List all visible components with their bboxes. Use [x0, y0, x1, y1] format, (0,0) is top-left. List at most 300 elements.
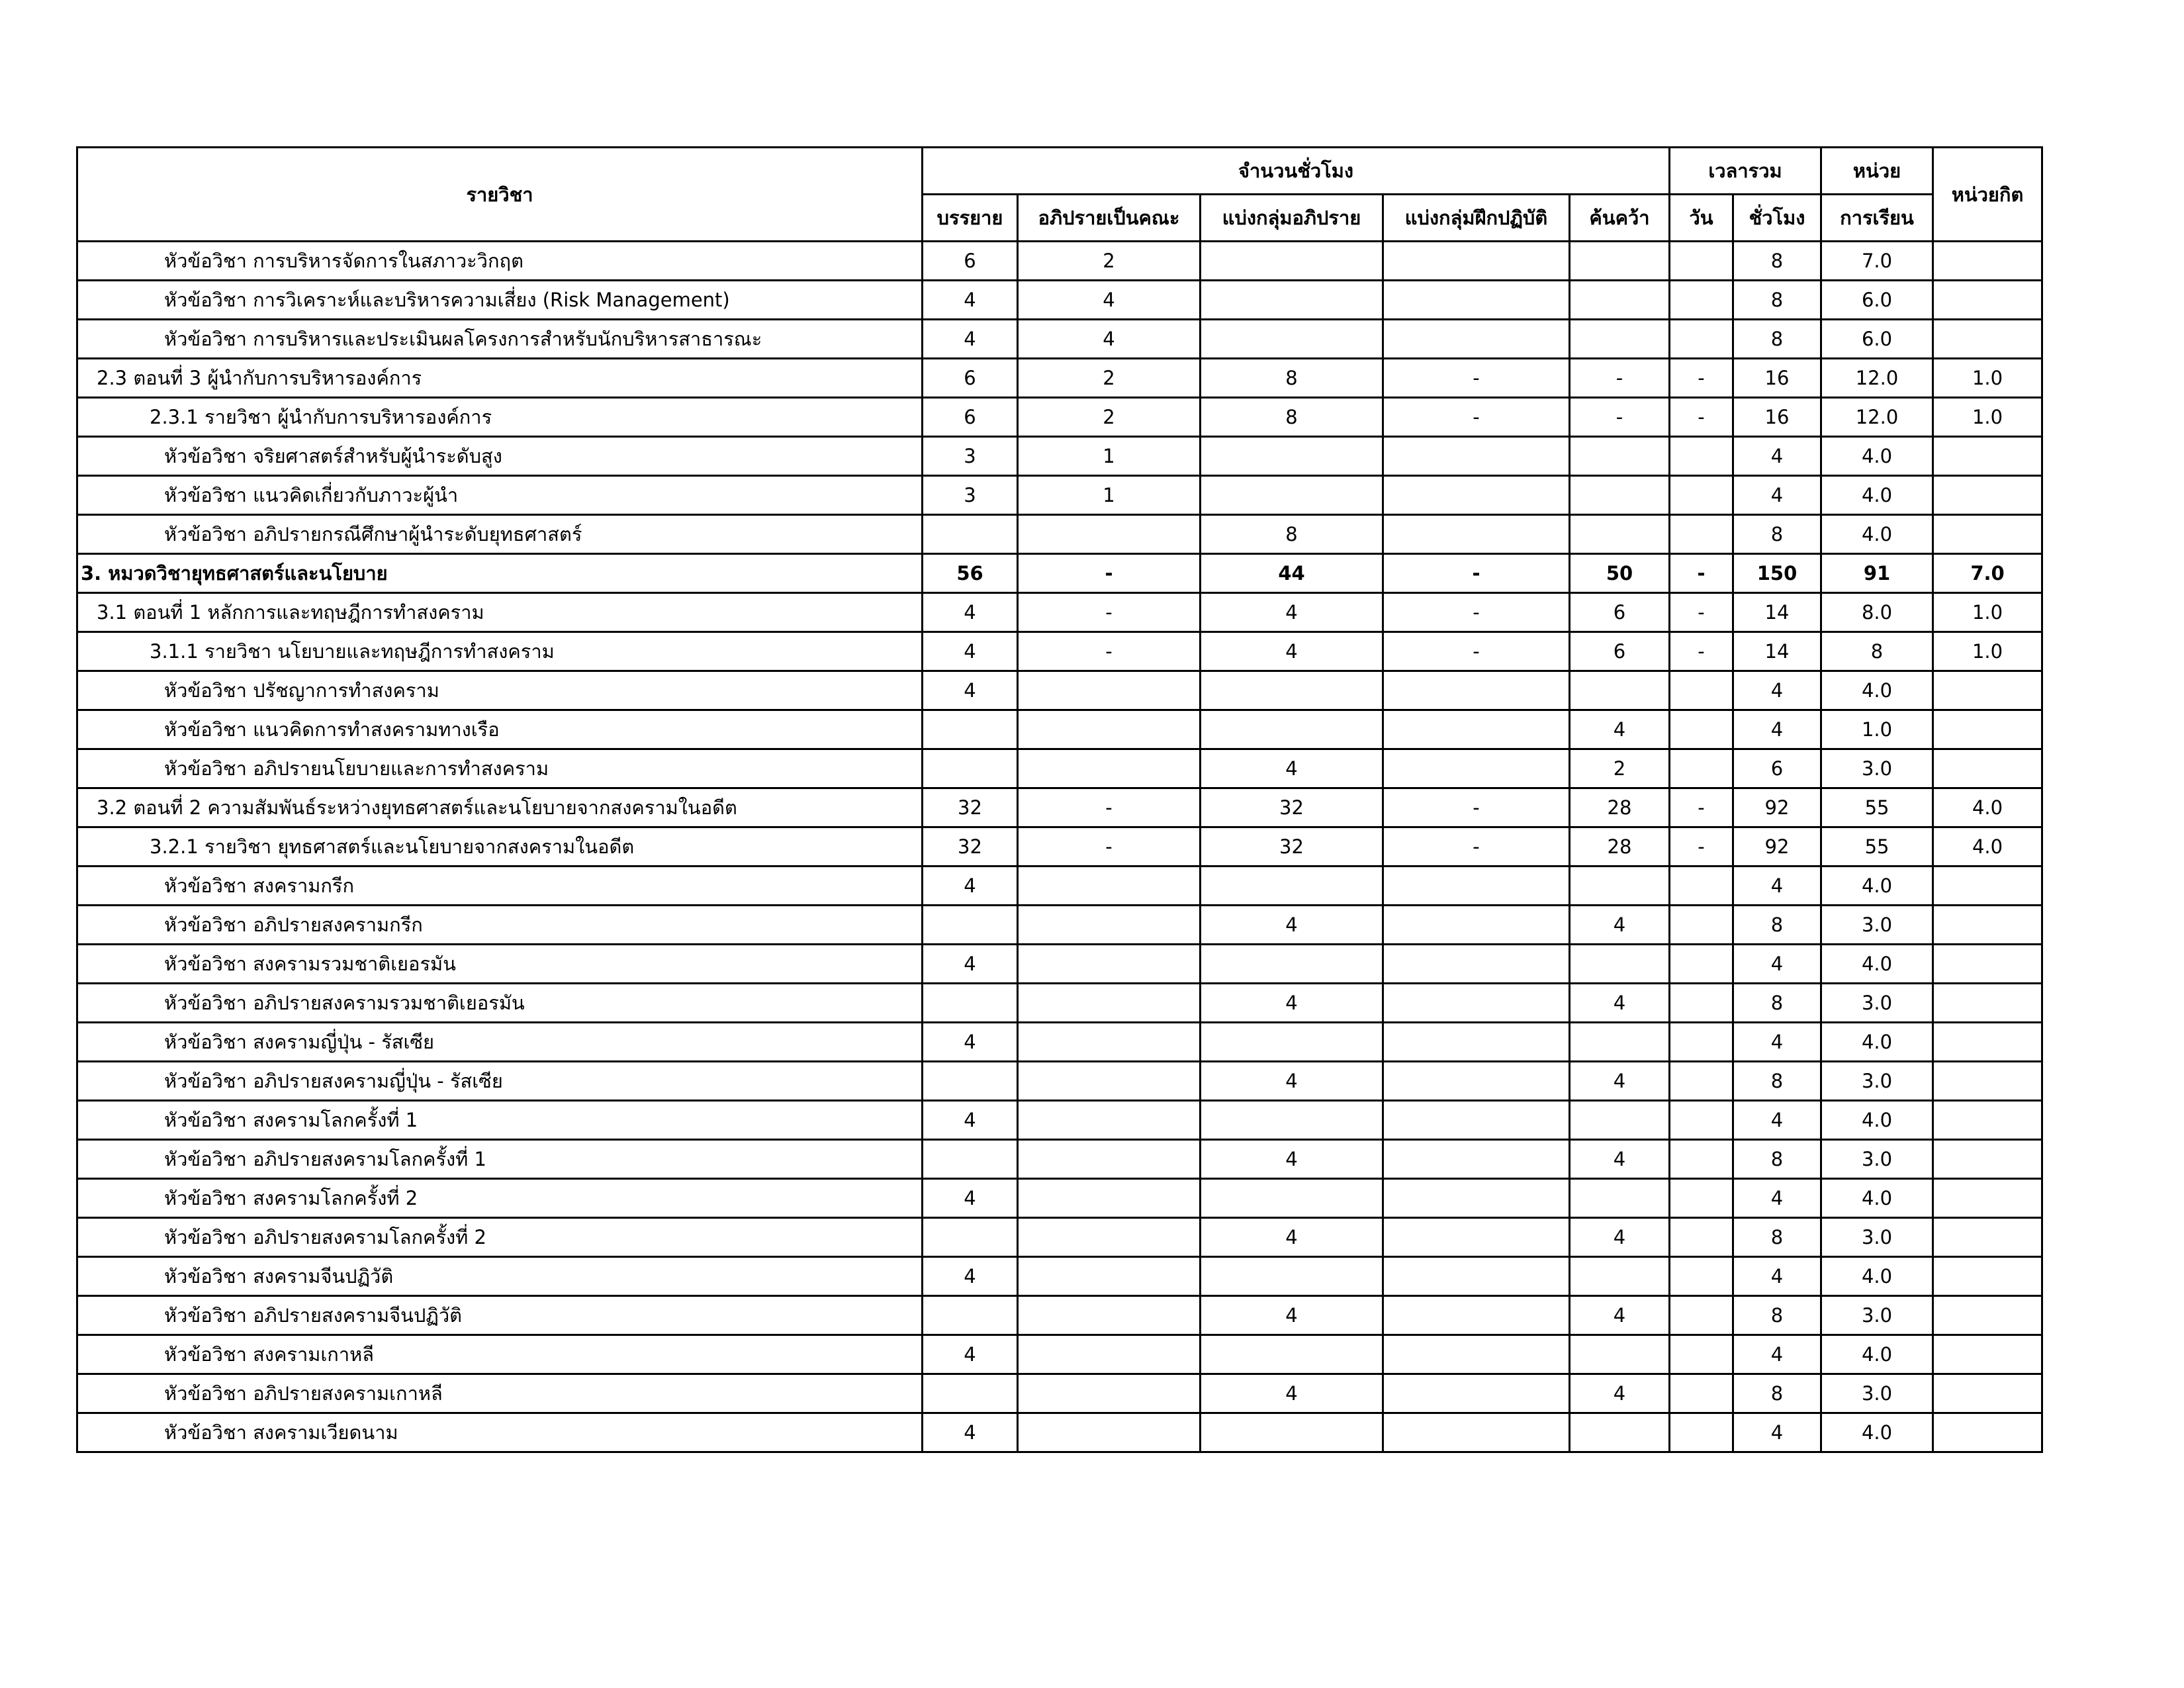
lecture-cell — [923, 1062, 1018, 1101]
research-cell — [1570, 242, 1670, 281]
header-hours-group: จำนวนชั่วโมง — [923, 148, 1670, 195]
group-discussion-cell: - — [1018, 554, 1201, 593]
lecture-cell: 4 — [923, 1101, 1018, 1140]
hours-cell: 16 — [1733, 398, 1821, 437]
research-cell: 4 — [1570, 1218, 1670, 1257]
subject-cell: 3.1 ตอนที่ 1 หลักการและทฤษฎีการทำสงคราม — [77, 593, 923, 632]
table-row — [77, 945, 2042, 984]
subject-cell: 3.1.1 รายวิชา นโยบายและทฤษฎีการทำสงคราม — [77, 632, 923, 671]
lecture-cell: 4 — [923, 945, 1018, 984]
small-group-cell: 4 — [1201, 906, 1383, 945]
research-cell: 28 — [1570, 827, 1670, 867]
practice-cell: - — [1383, 554, 1570, 593]
small-group-cell — [1201, 1023, 1383, 1062]
practice-cell — [1383, 320, 1570, 359]
lecture-cell: 4 — [923, 1023, 1018, 1062]
small-group-cell: 32 — [1201, 788, 1383, 827]
hours-cell: 4 — [1733, 437, 1821, 476]
hours-cell: 8 — [1733, 1374, 1821, 1413]
lecture-cell — [923, 749, 1018, 788]
subject-cell: หัวข้อวิชา อภิปรายสงครามกรีก — [77, 906, 923, 945]
group-discussion-cell — [1018, 1413, 1201, 1452]
small-group-cell — [1201, 671, 1383, 710]
small-group-cell — [1201, 242, 1383, 281]
learning-units-cell: 4.0 — [1821, 945, 1933, 984]
credits-cell: 7.0 — [1933, 554, 2042, 593]
group-discussion-cell: - — [1018, 788, 1201, 827]
group-discussion-cell — [1018, 1023, 1201, 1062]
table-row — [77, 1023, 2042, 1062]
learning-units-cell: 3.0 — [1821, 906, 1933, 945]
group-discussion-cell — [1018, 1335, 1201, 1374]
research-cell — [1570, 1257, 1670, 1296]
credits-cell — [1933, 867, 2042, 906]
days-cell — [1670, 1062, 1733, 1101]
group-discussion-cell — [1018, 945, 1201, 984]
research-cell: 28 — [1570, 788, 1670, 827]
hours-cell: 8 — [1733, 320, 1821, 359]
table-row — [77, 632, 2042, 671]
group-discussion-cell — [1018, 749, 1201, 788]
group-discussion-cell — [1018, 1257, 1201, 1296]
table-row — [77, 710, 2042, 749]
small-group-cell — [1201, 281, 1383, 320]
practice-cell — [1383, 867, 1570, 906]
practice-cell — [1383, 1023, 1570, 1062]
learning-units-cell: 7.0 — [1821, 242, 1933, 281]
research-cell — [1570, 1413, 1670, 1452]
research-cell: 50 — [1570, 554, 1670, 593]
group-discussion-cell: - — [1018, 827, 1201, 867]
days-cell — [1670, 281, 1733, 320]
subject-cell: หัวข้อวิชา อภิปรายสงครามญี่ปุ่น - รัสเซีย — [77, 1062, 923, 1101]
group-discussion-cell — [1018, 1101, 1201, 1140]
table-row — [77, 749, 2042, 788]
learning-units-cell: 4.0 — [1821, 1335, 1933, 1374]
days-cell — [1670, 945, 1733, 984]
learning-units-cell: 4.0 — [1821, 1023, 1933, 1062]
small-group-cell: 8 — [1201, 359, 1383, 398]
learning-units-cell: 4.0 — [1821, 1413, 1933, 1452]
learning-units-cell: 3.0 — [1821, 1296, 1933, 1335]
lecture-cell: 6 — [923, 398, 1018, 437]
days-cell — [1670, 1335, 1733, 1374]
subject-cell: 3. หมวดวิชายุทธศาสตร์และนโยบาย — [77, 554, 923, 593]
lecture-cell: 32 — [923, 788, 1018, 827]
days-cell — [1670, 1413, 1733, 1452]
learning-units-cell: 4.0 — [1821, 1257, 1933, 1296]
group-discussion-cell — [1018, 1062, 1201, 1101]
days-cell — [1670, 1218, 1733, 1257]
learning-units-cell: 12.0 — [1821, 359, 1933, 398]
lecture-cell — [923, 906, 1018, 945]
days-cell — [1670, 1374, 1733, 1413]
subject-cell: หัวข้อวิชา อภิปรายสงครามโลกครั้งที่ 2 — [77, 1218, 923, 1257]
small-group-cell — [1201, 476, 1383, 515]
group-discussion-cell: - — [1018, 632, 1201, 671]
practice-cell — [1383, 671, 1570, 710]
hours-cell: 4 — [1733, 1257, 1821, 1296]
credits-cell — [1933, 1101, 2042, 1140]
subject-cell: หัวข้อวิชา ปรัชญาการทำสงคราม — [77, 671, 923, 710]
practice-cell: - — [1383, 398, 1570, 437]
lecture-cell: 4 — [923, 867, 1018, 906]
group-discussion-cell: 2 — [1018, 242, 1201, 281]
days-cell — [1670, 710, 1733, 749]
research-cell — [1570, 1335, 1670, 1374]
hours-cell: 8 — [1733, 281, 1821, 320]
subject-cell: หัวข้อวิชา การบริหารจัดการในสภาวะวิกฤต — [77, 242, 923, 281]
credits-cell — [1933, 1413, 2042, 1452]
small-group-cell — [1201, 945, 1383, 984]
practice-cell: - — [1383, 827, 1570, 867]
subject-cell: หัวข้อวิชา อภิปรายกรณีศึกษาผู้นำระดับยุทธศาสตร์ — [77, 515, 923, 554]
group-discussion-cell — [1018, 671, 1201, 710]
subject-cell: หัวข้อวิชา แนวคิดเกี่ยวกับภาวะผู้นำ — [77, 476, 923, 515]
table-row — [77, 671, 2042, 710]
learning-units-cell: 4.0 — [1821, 476, 1933, 515]
lecture-cell: 6 — [923, 242, 1018, 281]
practice-cell: - — [1383, 593, 1570, 632]
days-cell — [1670, 1101, 1733, 1140]
credits-cell: 4.0 — [1933, 788, 2042, 827]
research-cell — [1570, 1023, 1670, 1062]
research-cell: - — [1570, 359, 1670, 398]
lecture-cell — [923, 1374, 1018, 1413]
research-cell: 4 — [1570, 1140, 1670, 1179]
header-credits: หน่วยกิต — [1933, 148, 2042, 242]
lecture-cell: 3 — [923, 437, 1018, 476]
days-cell: - — [1670, 788, 1733, 827]
small-group-cell — [1201, 867, 1383, 906]
hours-cell: 8 — [1733, 1296, 1821, 1335]
practice-cell — [1383, 1335, 1570, 1374]
subject-cell: หัวข้อวิชา การบริหารและประเมินผลโครงการสำหรับนักบริหารสาธารณะ — [77, 320, 923, 359]
credits-cell — [1933, 1179, 2042, 1218]
table-body — [77, 242, 2042, 1452]
research-cell: 4 — [1570, 984, 1670, 1023]
table-row — [77, 476, 2042, 515]
practice-cell — [1383, 1374, 1570, 1413]
credits-cell: 1.0 — [1933, 359, 2042, 398]
table-row — [77, 242, 2042, 281]
header-unit-top: หน่วย — [1821, 148, 1933, 195]
lecture-cell — [923, 1140, 1018, 1179]
practice-cell — [1383, 515, 1570, 554]
hours-cell: 4 — [1733, 1179, 1821, 1218]
days-cell — [1670, 906, 1733, 945]
table-row — [77, 1413, 2042, 1452]
subject-cell: หัวข้อวิชา สงครามเกาหลี — [77, 1335, 923, 1374]
group-discussion-cell — [1018, 710, 1201, 749]
hours-cell: 8 — [1733, 984, 1821, 1023]
group-discussion-cell: 2 — [1018, 359, 1201, 398]
practice-cell — [1383, 437, 1570, 476]
practice-cell — [1383, 1218, 1570, 1257]
learning-units-cell: 6.0 — [1821, 320, 1933, 359]
group-discussion-cell: 4 — [1018, 281, 1201, 320]
hours-cell: 4 — [1733, 945, 1821, 984]
lecture-cell: 6 — [923, 359, 1018, 398]
lecture-cell: 32 — [923, 827, 1018, 867]
small-group-cell: 4 — [1201, 984, 1383, 1023]
days-cell — [1670, 1179, 1733, 1218]
credits-cell — [1933, 320, 2042, 359]
table-row — [77, 1335, 2042, 1374]
lecture-cell: 4 — [923, 1413, 1018, 1452]
hours-cell: 4 — [1733, 671, 1821, 710]
subject-cell: 2.3.1 รายวิชา ผู้นำกับการบริหารองค์การ — [77, 398, 923, 437]
credits-cell: 1.0 — [1933, 632, 2042, 671]
small-group-cell — [1201, 1101, 1383, 1140]
header-subject: รายวิชา — [77, 148, 923, 242]
table-row — [77, 788, 2042, 827]
subject-cell: 3.2 ตอนที่ 2 ความสัมพันธ์ระหว่างยุทธศาสตร์และนโยบายจากสงครามในอดีต — [77, 788, 923, 827]
credits-cell — [1933, 1140, 2042, 1179]
subject-cell: หัวข้อวิชา สงครามจีนปฏิวัติ — [77, 1257, 923, 1296]
table-row — [77, 1218, 2042, 1257]
hours-cell: 8 — [1733, 906, 1821, 945]
table-row — [77, 867, 2042, 906]
subject-cell: หัวข้อวิชา สงครามเวียดนาม — [77, 1413, 923, 1452]
practice-cell — [1383, 476, 1570, 515]
table-row — [77, 1296, 2042, 1335]
lecture-cell — [923, 984, 1018, 1023]
small-group-cell: 4 — [1201, 1140, 1383, 1179]
credits-cell — [1933, 1296, 2042, 1335]
credits-cell — [1933, 749, 2042, 788]
days-cell — [1670, 984, 1733, 1023]
days-cell — [1670, 515, 1733, 554]
subject-cell: 2.3 ตอนที่ 3 ผู้นำกับการบริหารองค์การ — [77, 359, 923, 398]
group-discussion-cell: - — [1018, 593, 1201, 632]
credits-cell — [1933, 1023, 2042, 1062]
small-group-cell: 32 — [1201, 827, 1383, 867]
credits-cell — [1933, 984, 2042, 1023]
lecture-cell — [923, 1218, 1018, 1257]
table-row — [77, 398, 2042, 437]
hours-cell: 4 — [1733, 1101, 1821, 1140]
table-row — [77, 281, 2042, 320]
credits-cell — [1933, 1218, 2042, 1257]
practice-cell — [1383, 1296, 1570, 1335]
research-cell — [1570, 515, 1670, 554]
practice-cell — [1383, 906, 1570, 945]
hours-cell: 8 — [1733, 1218, 1821, 1257]
research-cell — [1570, 1101, 1670, 1140]
learning-units-cell: 3.0 — [1821, 1062, 1933, 1101]
group-discussion-cell — [1018, 1179, 1201, 1218]
small-group-cell: 4 — [1201, 749, 1383, 788]
credits-cell: 1.0 — [1933, 593, 2042, 632]
practice-cell — [1383, 749, 1570, 788]
small-group-cell: 4 — [1201, 1062, 1383, 1101]
subject-cell: หัวข้อวิชา สงครามกรีก — [77, 867, 923, 906]
group-discussion-cell: 1 — [1018, 437, 1201, 476]
subject-cell: 3.2.1 รายวิชา ยุทธศาสตร์และนโยบายจากสงครามในอดีต — [77, 827, 923, 867]
learning-units-cell: 3.0 — [1821, 1374, 1933, 1413]
days-cell — [1670, 476, 1733, 515]
credits-cell — [1933, 710, 2042, 749]
table-row — [77, 1101, 2042, 1140]
subject-cell: หัวข้อวิชา สงครามรวมชาติเยอรมัน — [77, 945, 923, 984]
research-cell: 6 — [1570, 632, 1670, 671]
subject-cell: หัวข้อวิชา สงครามญี่ปุ่น - รัสเซีย — [77, 1023, 923, 1062]
subject-cell: หัวข้อวิชา อภิปรายสงครามเกาหลี — [77, 1374, 923, 1413]
research-cell — [1570, 867, 1670, 906]
subject-cell: หัวข้อวิชา สงครามโลกครั้งที่ 2 — [77, 1179, 923, 1218]
table-row — [77, 320, 2042, 359]
hours-cell: 8 — [1733, 515, 1821, 554]
lecture-cell: 4 — [923, 632, 1018, 671]
credits-cell — [1933, 242, 2042, 281]
credits-cell — [1933, 281, 2042, 320]
credits-cell — [1933, 515, 2042, 554]
small-group-cell — [1201, 437, 1383, 476]
header-hours: ชั่วโมง — [1733, 195, 1821, 242]
lecture-cell: 4 — [923, 281, 1018, 320]
learning-units-cell: 91 — [1821, 554, 1933, 593]
days-cell: - — [1670, 359, 1733, 398]
practice-cell — [1383, 945, 1570, 984]
group-discussion-cell: 1 — [1018, 476, 1201, 515]
small-group-cell: 4 — [1201, 1296, 1383, 1335]
small-group-cell — [1201, 1257, 1383, 1296]
practice-cell — [1383, 281, 1570, 320]
practice-cell — [1383, 1101, 1570, 1140]
hours-cell: 4 — [1733, 710, 1821, 749]
practice-cell — [1383, 984, 1570, 1023]
research-cell — [1570, 945, 1670, 984]
days-cell: - — [1670, 554, 1733, 593]
subject-cell: หัวข้อวิชา อภิปรายสงครามโลกครั้งที่ 1 — [77, 1140, 923, 1179]
table-row — [77, 1062, 2042, 1101]
credits-cell — [1933, 1062, 2042, 1101]
lecture-cell: 4 — [923, 593, 1018, 632]
table-row — [77, 1140, 2042, 1179]
learning-units-cell: 8 — [1821, 632, 1933, 671]
practice-cell: - — [1383, 788, 1570, 827]
learning-units-cell: 4.0 — [1821, 1101, 1933, 1140]
days-cell: - — [1670, 593, 1733, 632]
learning-units-cell: 4.0 — [1821, 867, 1933, 906]
days-cell — [1670, 1257, 1733, 1296]
research-cell: 4 — [1570, 1296, 1670, 1335]
subject-cell: หัวข้อวิชา การวิเคราะห์และบริหารความเสี่ยง (Risk Management) — [77, 281, 923, 320]
hours-cell: 4 — [1733, 476, 1821, 515]
table-row — [77, 593, 2042, 632]
group-discussion-cell — [1018, 515, 1201, 554]
learning-units-cell: 4.0 — [1821, 671, 1933, 710]
header-total-time: เวลารวม — [1670, 148, 1821, 195]
hours-cell: 150 — [1733, 554, 1821, 593]
hours-cell: 4 — [1733, 867, 1821, 906]
research-cell: 4 — [1570, 1374, 1670, 1413]
lecture-cell: 4 — [923, 1335, 1018, 1374]
subject-cell: หัวข้อวิชา อภิปรายนโยบายและการทำสงคราม — [77, 749, 923, 788]
table-row — [77, 906, 2042, 945]
learning-units-cell: 55 — [1821, 788, 1933, 827]
practice-cell: - — [1383, 359, 1570, 398]
lecture-cell: 4 — [923, 1179, 1018, 1218]
practice-cell — [1383, 1257, 1570, 1296]
small-group-cell — [1201, 1335, 1383, 1374]
learning-units-cell: 3.0 — [1821, 984, 1933, 1023]
learning-units-cell: 55 — [1821, 827, 1933, 867]
hours-cell: 8 — [1733, 242, 1821, 281]
research-cell — [1570, 1179, 1670, 1218]
days-cell — [1670, 437, 1733, 476]
lecture-cell: 4 — [923, 1257, 1018, 1296]
hours-cell: 92 — [1733, 788, 1821, 827]
hours-cell: 8 — [1733, 1062, 1821, 1101]
group-discussion-cell — [1018, 1218, 1201, 1257]
header-research: ค้นคว้า — [1570, 195, 1670, 242]
lecture-cell: 3 — [923, 476, 1018, 515]
table-row — [77, 827, 2042, 867]
small-group-cell: 8 — [1201, 515, 1383, 554]
group-discussion-cell — [1018, 867, 1201, 906]
small-group-cell: 4 — [1201, 632, 1383, 671]
subject-cell: หัวข้อวิชา แนวคิดการทำสงครามทางเรือ — [77, 710, 923, 749]
hours-cell: 4 — [1733, 1413, 1821, 1452]
header-group-practice: แบ่งกลุ่มฝึกปฏิบัติ — [1383, 195, 1570, 242]
header-lecture: บรรยาย — [923, 195, 1018, 242]
table-row — [77, 1257, 2042, 1296]
learning-units-cell: 4.0 — [1821, 437, 1933, 476]
table-row — [77, 1374, 2042, 1413]
hours-cell: 16 — [1733, 359, 1821, 398]
small-group-cell — [1201, 710, 1383, 749]
learning-units-cell: 3.0 — [1821, 749, 1933, 788]
subject-cell: หัวข้อวิชา สงครามโลกครั้งที่ 1 — [77, 1101, 923, 1140]
credits-cell — [1933, 945, 2042, 984]
days-cell — [1670, 1023, 1733, 1062]
small-group-cell — [1201, 1413, 1383, 1452]
practice-cell — [1383, 1413, 1570, 1452]
group-discussion-cell: 2 — [1018, 398, 1201, 437]
credits-cell — [1933, 1374, 2042, 1413]
research-cell: - — [1570, 398, 1670, 437]
table-row — [77, 515, 2042, 554]
header-small-group-discussion: แบ่งกลุ่มอภิปราย — [1201, 195, 1383, 242]
research-cell: 6 — [1570, 593, 1670, 632]
research-cell: 4 — [1570, 1062, 1670, 1101]
group-discussion-cell: 4 — [1018, 320, 1201, 359]
table-row — [77, 554, 2042, 593]
credits-cell — [1933, 671, 2042, 710]
hours-cell: 4 — [1733, 1335, 1821, 1374]
subject-cell: หัวข้อวิชา อภิปรายสงครามรวมชาติเยอรมัน — [77, 984, 923, 1023]
hours-cell: 6 — [1733, 749, 1821, 788]
hours-cell: 92 — [1733, 827, 1821, 867]
lecture-cell: 56 — [923, 554, 1018, 593]
hours-cell: 14 — [1733, 632, 1821, 671]
lecture-cell — [923, 1296, 1018, 1335]
learning-units-cell: 3.0 — [1821, 1218, 1933, 1257]
research-cell: 2 — [1570, 749, 1670, 788]
group-discussion-cell — [1018, 984, 1201, 1023]
group-discussion-cell — [1018, 906, 1201, 945]
credits-cell: 4.0 — [1933, 827, 2042, 867]
small-group-cell — [1201, 1179, 1383, 1218]
small-group-cell: 8 — [1201, 398, 1383, 437]
learning-units-cell: 4.0 — [1821, 515, 1933, 554]
lecture-cell — [923, 710, 1018, 749]
table-header — [77, 148, 2042, 242]
days-cell: - — [1670, 398, 1733, 437]
days-cell — [1670, 1140, 1733, 1179]
